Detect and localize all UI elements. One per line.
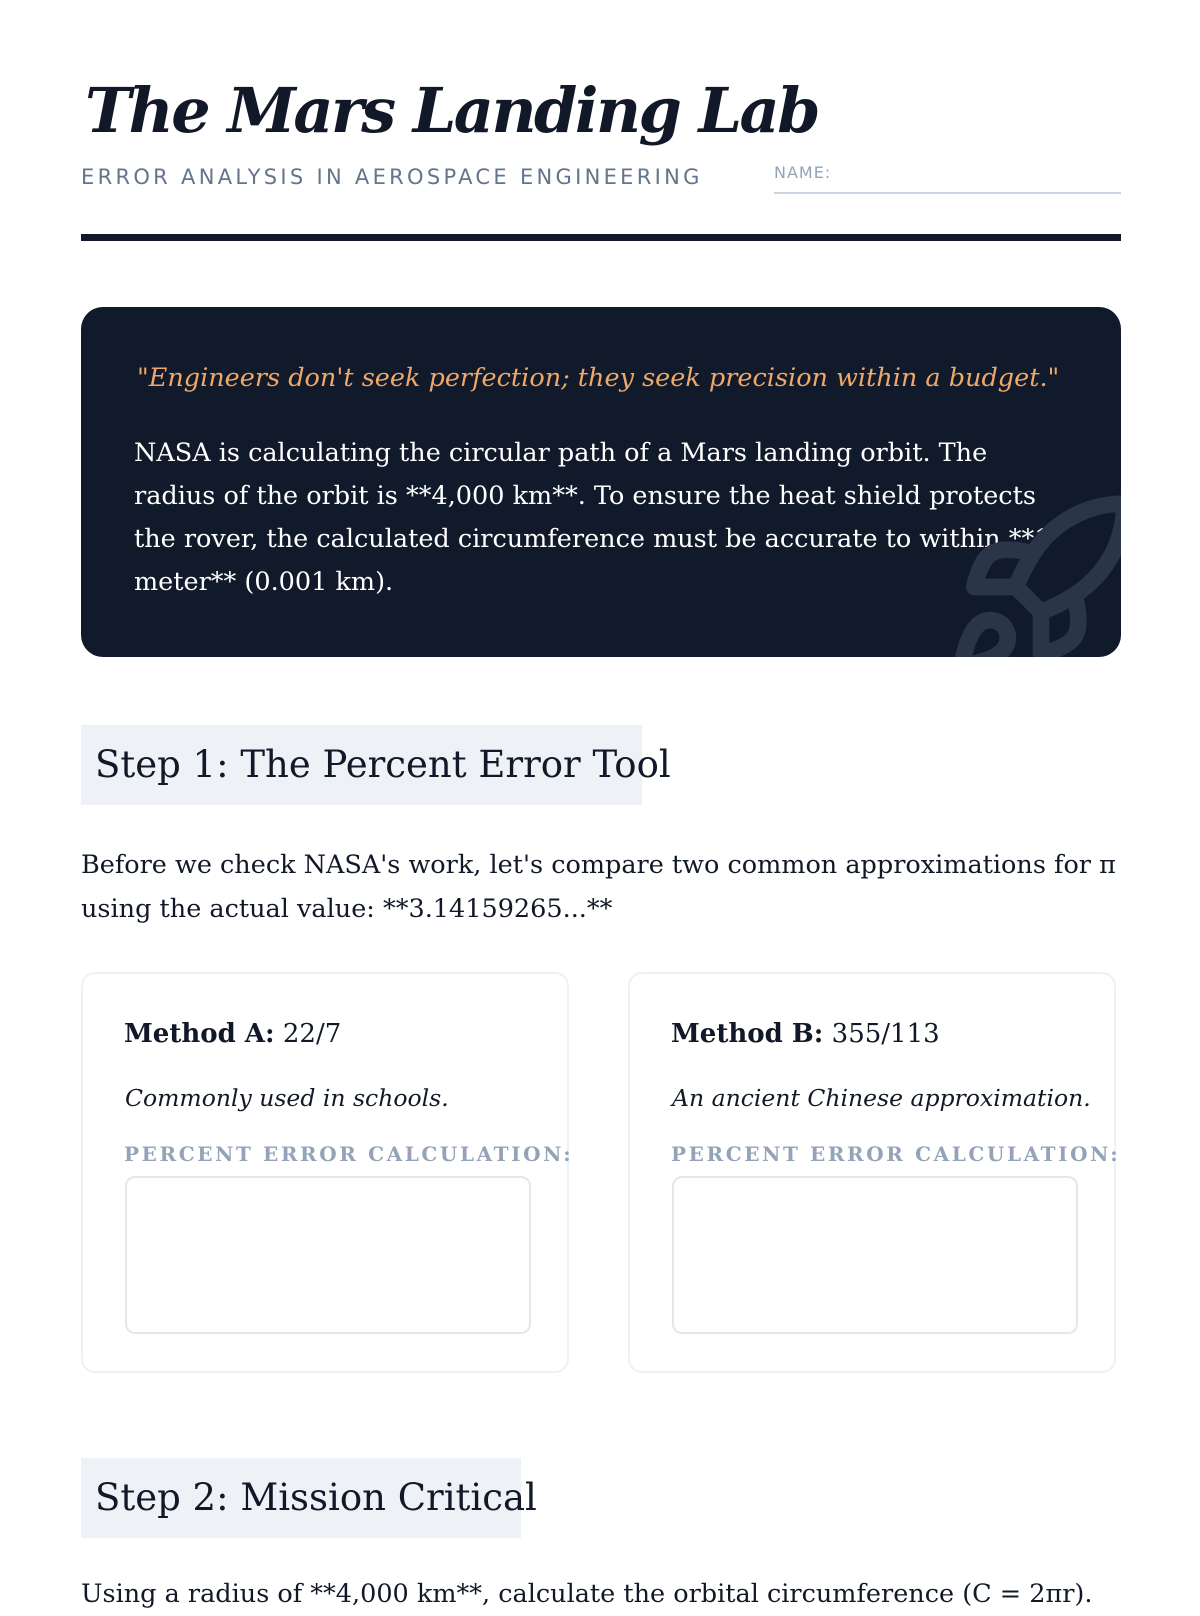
step1-heading	[81, 725, 671, 805]
page-title: The Mars Landing Lab	[85, 74, 819, 147]
method-b-title	[671, 1019, 940, 1049]
method-a-label: Method A:	[124, 1019, 275, 1049]
name-field[interactable]	[774, 163, 1121, 194]
mission-card	[81, 307, 1121, 657]
method-a-answer-box[interactable]	[125, 1176, 531, 1334]
name-label: NAME:	[774, 163, 832, 182]
method-b-calc-label: PERCENT ERROR CALCULATION:	[671, 1142, 1121, 1166]
method-a-card	[81, 972, 574, 1373]
method-b-value: 355/113	[831, 1019, 940, 1049]
step2-instructions: Using a radius of **4,000 km**, calculate the orbital circumference (C = 2πr).	[81, 1579, 1093, 1609]
step2-heading-text: Step 2: Mission Critical	[95, 1476, 537, 1519]
method-b-answer-box[interactable]	[672, 1176, 1078, 1334]
mission-quote: "Engineers don't seek perfection; they seek precision within a budget."	[137, 363, 1060, 393]
page-subtitle: ERROR ANALYSIS IN AEROSPACE ENGINEERING	[81, 165, 703, 189]
worksheet-page	[81, 0, 1121, 1609]
header-divider	[81, 234, 1121, 241]
mission-description: NASA is calculating the circular path of a Mars landing orbit. The radius of the orbit is **4,000 km**. To ensure the heat shield protects the rover, the calculated circumference must be accurate to within **1 meter** (0.001 km).	[134, 438, 1051, 597]
worksheet-header	[81, 0, 1121, 242]
method-a-note: Commonly used in schools.	[125, 1084, 449, 1112]
step2-heading	[81, 1458, 537, 1538]
method-b-label: Method B:	[671, 1019, 824, 1049]
method-a-calc-label: PERCENT ERROR CALCULATION:	[124, 1142, 574, 1166]
step1-intro: Before we check NASA's work, let's compare two common approximations for π using the actual value: **3.14159265...**	[81, 850, 1116, 924]
step1-heading-text: Step 1: The Percent Error Tool	[95, 743, 671, 786]
method-b-note: An ancient Chinese approximation.	[672, 1084, 1091, 1112]
rocket-icon	[941, 482, 1121, 657]
method-a-value: 22/7	[282, 1019, 342, 1049]
method-a-title	[124, 1019, 341, 1049]
method-b-card	[628, 972, 1121, 1373]
